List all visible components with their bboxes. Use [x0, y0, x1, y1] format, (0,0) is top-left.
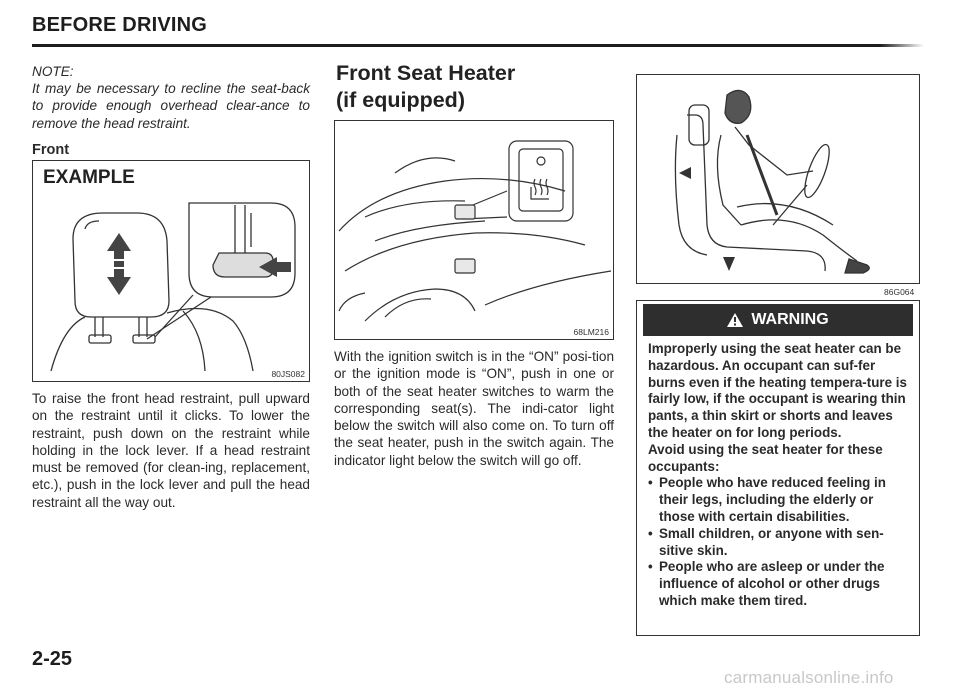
warning-bullet: • People who have reduced feeling in their legs, including the elderly or those with certain disabilities. [648, 475, 910, 525]
header-rule [32, 44, 922, 47]
head-restraint-illustration [33, 161, 309, 381]
note [32, 63, 310, 132]
warning-bullet: • Small children, or anyone with sen-sitive skin. [648, 526, 910, 560]
seat-heater-title-line1: Front Seat Heater [336, 61, 516, 85]
watermark: carmanualsonline.info [724, 668, 894, 687]
warning-bullet: • People who are asleep or under the influence of alcohol or other drugs which make them tired. [648, 559, 910, 609]
seat-heater-illustration [335, 121, 613, 339]
warning-box [636, 300, 920, 636]
figure-code: 68LM216 [573, 327, 609, 337]
head-restraint-paragraph: To raise the front head restraint, pull upward on the restraint until it clicks. To lower the restraint, push down on the restraint while holding in the lock lever. If a head restraint must be removed (for clean-ing, replacement, etc.), push in the lock lever and pull the head restraint all the way out. [32, 391, 310, 510]
note-label: NOTE: [32, 64, 74, 79]
warning-triangle-icon [727, 313, 743, 327]
seat-heater-paragraph: With the ignition switch is in the “ON” posi-tion or the ignition mode is “ON”, push in one or both of the seat heater switches to warm the corresponding seat(s). The indi-cator light below the switch will also come on. To turn off the seat heater, push in the switch again. The indicator light below the switch will go off. [334, 349, 614, 468]
driver-position-illustration [637, 75, 919, 283]
driver-position-figure [636, 74, 920, 284]
section-title: BEFORE DRIVING [32, 14, 208, 36]
seat-heater-figure [334, 120, 614, 340]
example-label: EXAMPLE [43, 167, 135, 188]
seat-heater-title [336, 60, 515, 114]
warning-intro: Improperly using the seat heater can be hazardous. An occupant can suf-fer burns even if the heating tempera-ture is fairly low, if the occupant is wearing thin pants, a thin skirt or shorts and leaves the heater on for long periods. [648, 341, 907, 440]
note-text: It may be necessary to recline the seat-back to provide enough overhead clear-ance to remove the head restraint. [32, 81, 310, 131]
front-label: Front [32, 142, 70, 158]
figure-code: 80JS082 [271, 369, 305, 379]
figure-code: 86G064 [884, 287, 915, 297]
seat-heater-title-line2: (if equipped) [336, 88, 465, 112]
header-rule-fade [880, 44, 924, 47]
warning-body [648, 341, 910, 610]
head-restraint-figure [32, 160, 310, 382]
warning-bullet-list [648, 475, 910, 609]
warning-title: WARNING [751, 311, 829, 328]
page-number: 2-25 [32, 648, 73, 670]
warning-header [643, 304, 913, 336]
warning-avoid-heading: Avoid using the seat heater for these occupants: [648, 441, 883, 474]
